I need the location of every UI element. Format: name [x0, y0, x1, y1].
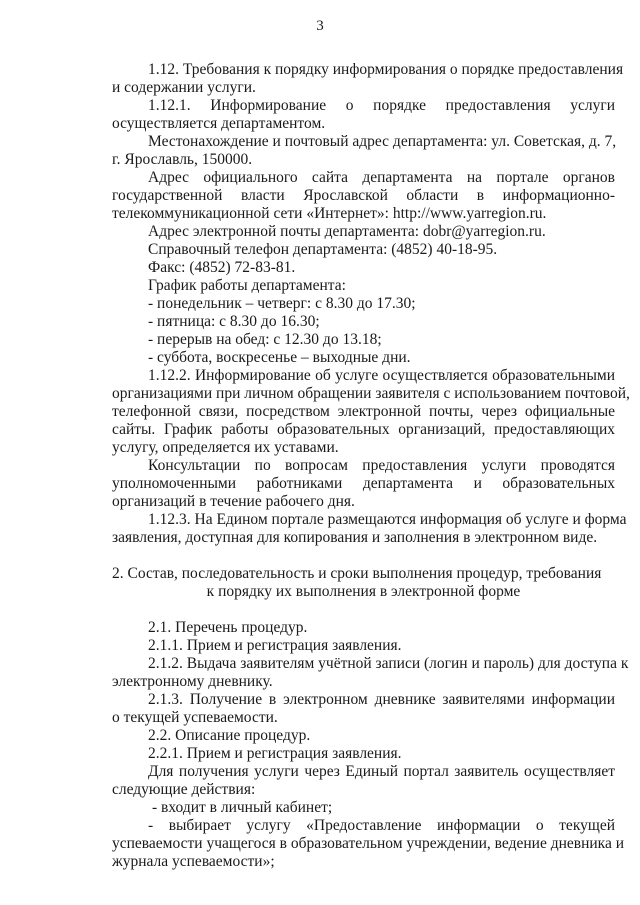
text-line: 2.1.2. Выдача заявителям учётной записи (логин и пароль) для доступа к — [148, 655, 629, 672]
text-line: 1.12.2. Информирование об услуге осуществляется образовательными — [148, 367, 615, 384]
text-line: телефонной связи, посредством электронной почты, через официальные — [112, 403, 615, 420]
text-line: телекоммуникационной сети «Интернет»: http://www.yarregion.ru. — [112, 205, 547, 222]
text-line: Адрес электронной почты департамента: dobr@yarregion.ru. — [148, 223, 546, 240]
list-item: - понедельник – четверг: с 8.30 до 17.30; — [148, 295, 416, 312]
text-line: Справочный телефон департамента: (4852) 40-18-95. — [148, 241, 498, 258]
text-line: и содержании услуги. — [112, 79, 256, 96]
text-line: организаций в течение рабочего дня. — [112, 493, 355, 510]
text-line: 1.12. Требования к порядку информирования о порядке предоставления — [148, 61, 624, 78]
text-line: 2.2.1. Прием и регистрация заявления. — [148, 745, 402, 762]
text-line: государственной власти Ярославской области в информационно- — [112, 187, 615, 204]
text-line: организациями при личном обращении заявителя с использованием почтовой, — [112, 385, 630, 402]
text-line: 2.1.3. Получение в электронном дневнике заявителями информации — [148, 691, 615, 708]
text-line: График работы департамента: — [148, 277, 346, 294]
text-line: г. Ярославль, 150000. — [112, 151, 253, 168]
text-line: 2.2. Описание процедур. — [148, 727, 311, 744]
text-line: 2.1. Перечень процедур. — [148, 619, 308, 636]
text-line: Консультации по вопросам предоставления услуги проводятся — [148, 457, 615, 474]
list-item: - входит в личный кабинет; — [152, 799, 333, 816]
text-line: 2.1.1. Прием и регистрация заявления. — [148, 637, 402, 654]
text-line: Адрес официального сайта департамента на портале органов — [148, 169, 615, 186]
text-line: успеваемости учащегося в образовательном учреждении, ведение дневника и — [112, 835, 625, 852]
page-number: 3 — [316, 18, 324, 34]
list-item: - выбирает услугу «Предоставление информации о текущей — [148, 817, 615, 834]
section-heading: 2. Состав, последовательность и сроки выполнения процедур, требования — [112, 565, 602, 582]
text-line: электронному дневнику. — [112, 673, 273, 690]
text-line: осуществляется департаментом. — [112, 115, 326, 132]
text-line: услугу, определяется их уставами. — [112, 439, 339, 456]
text-line: о текущей успеваемости. — [112, 709, 278, 726]
text-line: заявления, доступная для копирования и заполнения в электронном виде. — [112, 529, 598, 546]
text-line: сайты. График работы образовательных организаций, предоставляющих — [112, 421, 615, 438]
text-line: уполномоченными работниками департамента и образовательных — [112, 475, 615, 492]
section-heading: к порядку их выполнения в электронной форме — [206, 583, 521, 600]
text-line: Факс: (4852) 72-83-81. — [148, 259, 296, 276]
list-item: - суббота, воскресенье – выходные дни. — [148, 349, 411, 366]
text-line: следующие действия: — [112, 781, 256, 798]
text-line: Для получения услуги через Единый портал заявитель осуществляет — [148, 763, 615, 780]
text-line: 1.12.3. На Едином портале размещаются информация об услуге и форма — [148, 511, 627, 528]
text-line: Местонахождение и почтовый адрес департамента: ул. Советская, д. 7, — [148, 133, 617, 150]
text-line: 1.12.1. Информирование о порядке предоставления услуги — [148, 97, 615, 114]
text-line: журнала успеваемости»; — [112, 853, 275, 870]
list-item: - перерыв на обед: с 12.30 до 13.18; — [148, 331, 382, 348]
list-item: - пятница: с 8.30 до 16.30; — [148, 313, 320, 330]
